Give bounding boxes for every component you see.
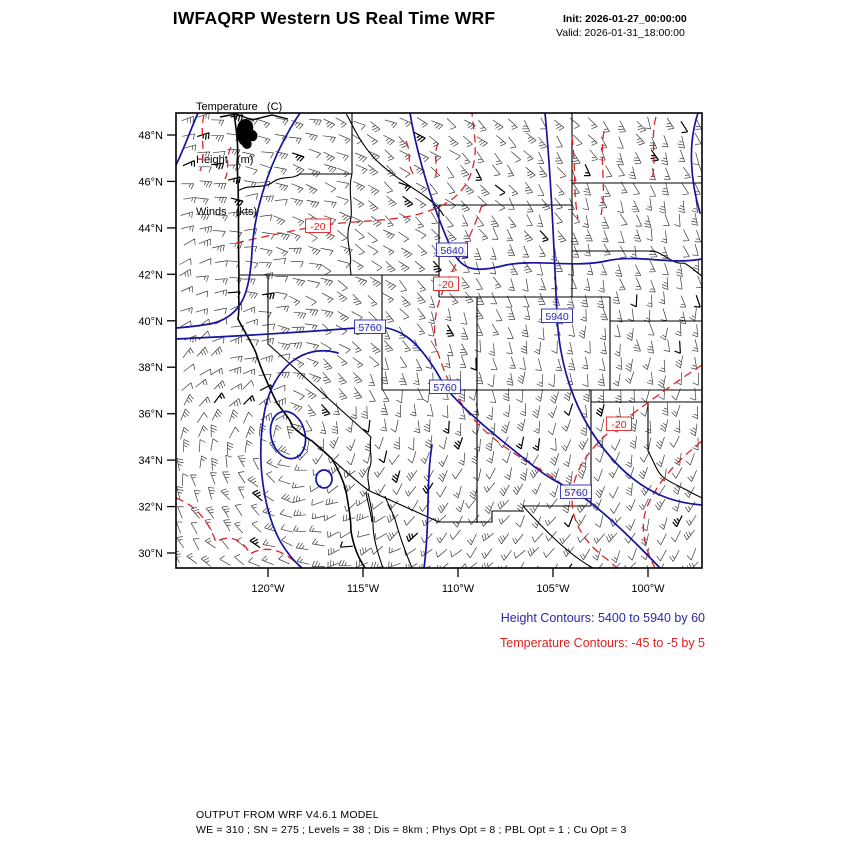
height-contour-label	[430, 380, 461, 394]
lat-tick-label: 34°N	[138, 455, 163, 468]
temperature-contours	[176, 113, 702, 568]
temperature-contour-label	[607, 417, 632, 431]
svg-text:5640: 5640	[440, 244, 464, 257]
page-title: IWFAQRP Western US Real Time WRF	[172, 8, 496, 28]
svg-text:-20: -20	[438, 278, 454, 291]
height-contours-note: Height Contours: 5400 to 5940 by 60	[500, 611, 705, 625]
lon-tick-label: 115°W	[346, 583, 380, 595]
geography-borders	[220, 113, 702, 568]
height-contour-label	[542, 309, 573, 323]
temperature-contour-label	[434, 277, 459, 291]
legend-winds: Winds (kts)	[196, 206, 258, 218]
svg-text:5760: 5760	[564, 486, 588, 499]
svg-text:5760: 5760	[433, 381, 457, 394]
init-timestamp: Init: 2026-01-27_00:00:00	[563, 13, 687, 25]
legend-temperature: Temperature (C)	[196, 101, 283, 113]
lat-tick-label: 36°N	[138, 408, 163, 421]
temperature-contour-label	[306, 219, 331, 233]
lat-tick-label: 32°N	[138, 501, 163, 514]
lat-tick-label: 42°N	[138, 269, 163, 282]
legend-height: Height (m)	[196, 153, 254, 166]
lat-tick-label: 30°N	[138, 548, 163, 560]
lon-tick-label: 105°W	[536, 583, 570, 595]
output-model-line: OUTPUT FROM WRF V4.6.1 MODEL	[196, 809, 379, 821]
lat-tick-label: 38°N	[138, 362, 163, 375]
height-contour-label	[561, 485, 592, 499]
height-contour-label	[437, 243, 468, 257]
temperature-contours-note: Temperature Contours: -45 to -5 by 5	[500, 636, 705, 650]
svg-text:-20: -20	[611, 418, 627, 431]
lat-tick-label: 46°N	[138, 176, 163, 189]
lon-tick-label: 110°W	[441, 583, 475, 595]
svg-text:5760: 5760	[358, 321, 382, 334]
svg-text:5940: 5940	[545, 310, 569, 323]
height-contour-label	[355, 320, 386, 334]
map-frame	[176, 113, 702, 568]
lat-tick-label: 48°N	[138, 130, 163, 142]
height-contours	[176, 113, 702, 568]
output-params-line: WE = 310 ; SN = 275 ; Levels = 38 ; Dis = 8km ; Phys Opt = 8 ; PBL Opt = 1 ; Cu Opt = 3	[196, 824, 627, 836]
lat-tick-label: 44°N	[138, 222, 163, 235]
lon-tick-label: 100°W	[631, 583, 665, 595]
lat-tick-label: 40°N	[138, 315, 163, 328]
lon-tick-label: 120°W	[251, 583, 285, 595]
svg-text:-20: -20	[310, 220, 326, 233]
valid-timestamp: Valid: 2026-01-31_18:00:00	[556, 27, 685, 39]
weather-map	[132, 109, 706, 597]
